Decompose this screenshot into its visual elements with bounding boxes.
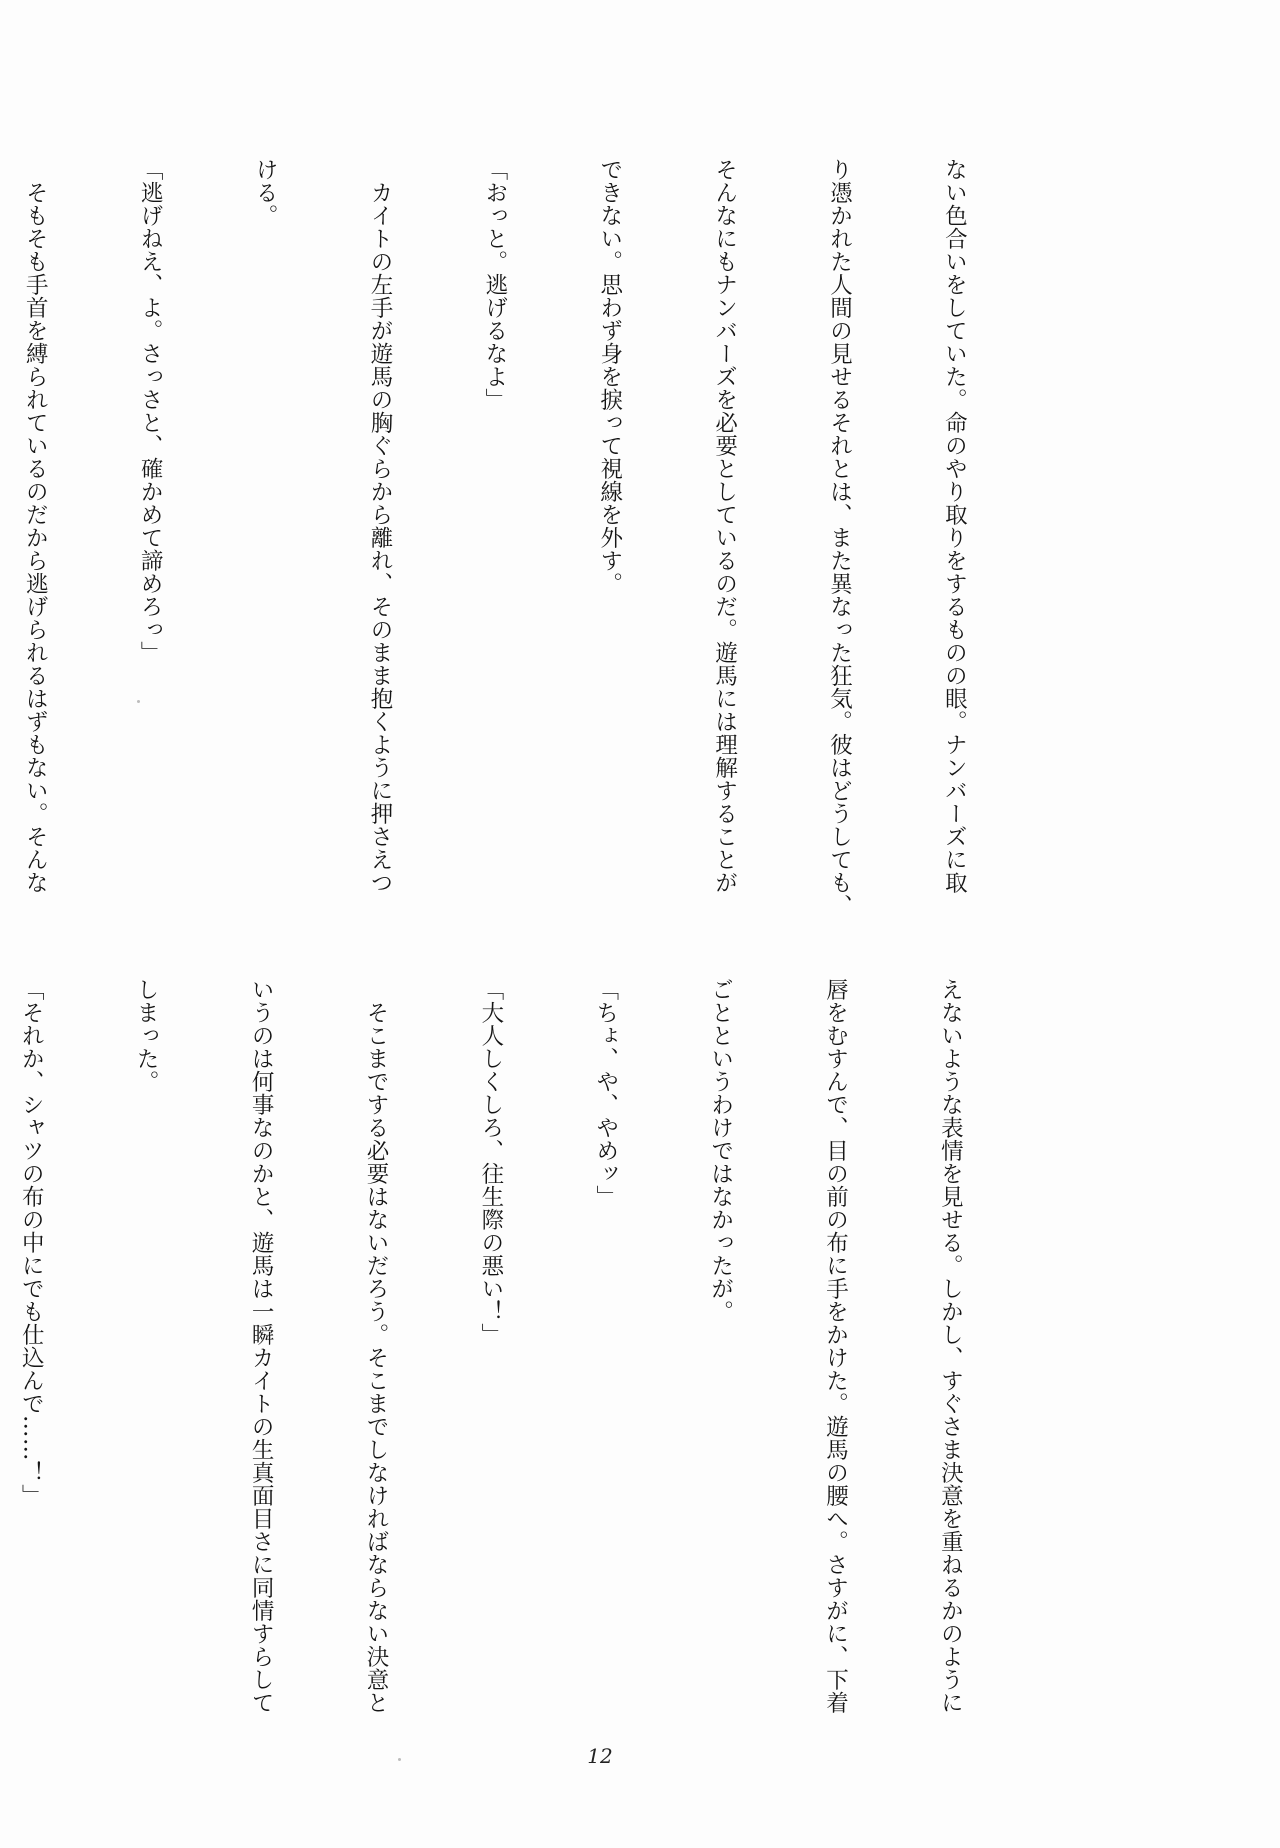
- text-line: ける。: [252, 158, 279, 227]
- text-line: 「逃げねえ、よ。さっさと、確かめて諦めろっ」: [137, 158, 164, 664]
- page-number: 12: [587, 1744, 613, 1768]
- paper-speck: [137, 700, 140, 703]
- text-line: できない。思わず身を捩って視線を外す。: [596, 158, 623, 595]
- text-line: ごとというわけではなかったが。: [707, 978, 734, 1323]
- text-line: 「大人しくしろ、往生際の悪い！」: [477, 978, 504, 1346]
- text-line: ない色合いをしていた。命のやり取りをするものの眼。ナンバーズに取: [941, 158, 968, 894]
- text-line: 唇をむすんで、目の前の布に手をかけた。遊馬の腰へ。さすがに、下着: [822, 978, 849, 1714]
- text-line: そんなにもナンバーズを必要としているのだ。遊馬には理解することが: [711, 158, 738, 894]
- text-line: えないような表情を見せる。しかし、すぐさま決意を重ねるかのように: [937, 978, 964, 1714]
- lower-text-block: [18, 978, 1046, 1714]
- text-line: そこまでする必要はないだろう。そこまでしなければならない決意と: [362, 978, 389, 1714]
- text-line: いうのは何事なのかと、遊馬は一瞬カイトの生真面目さに同情すらして: [248, 978, 275, 1714]
- text-line: しまった。: [133, 978, 160, 1093]
- text-line: 「それか、シャツの布の中にでも仕込んで……！」: [18, 978, 45, 1507]
- text-line: 「ちょ、や、やめッ」: [592, 978, 619, 1208]
- upper-text-block: [22, 158, 1050, 917]
- paper-speck: [398, 1758, 401, 1761]
- text-line: り憑かれた人間の見せるそれとは、また異なった狂気。彼はどうしても、: [826, 158, 853, 917]
- text-line: 「おっと。逃げるなよ」: [481, 158, 508, 411]
- text-line: そもそも手首を縛られているのだから逃げられるはずもない。そんな: [22, 158, 49, 894]
- text-line: カイトの左手が遊馬の胸ぐらから離れ、そのまま抱くように押さえつ: [366, 158, 393, 894]
